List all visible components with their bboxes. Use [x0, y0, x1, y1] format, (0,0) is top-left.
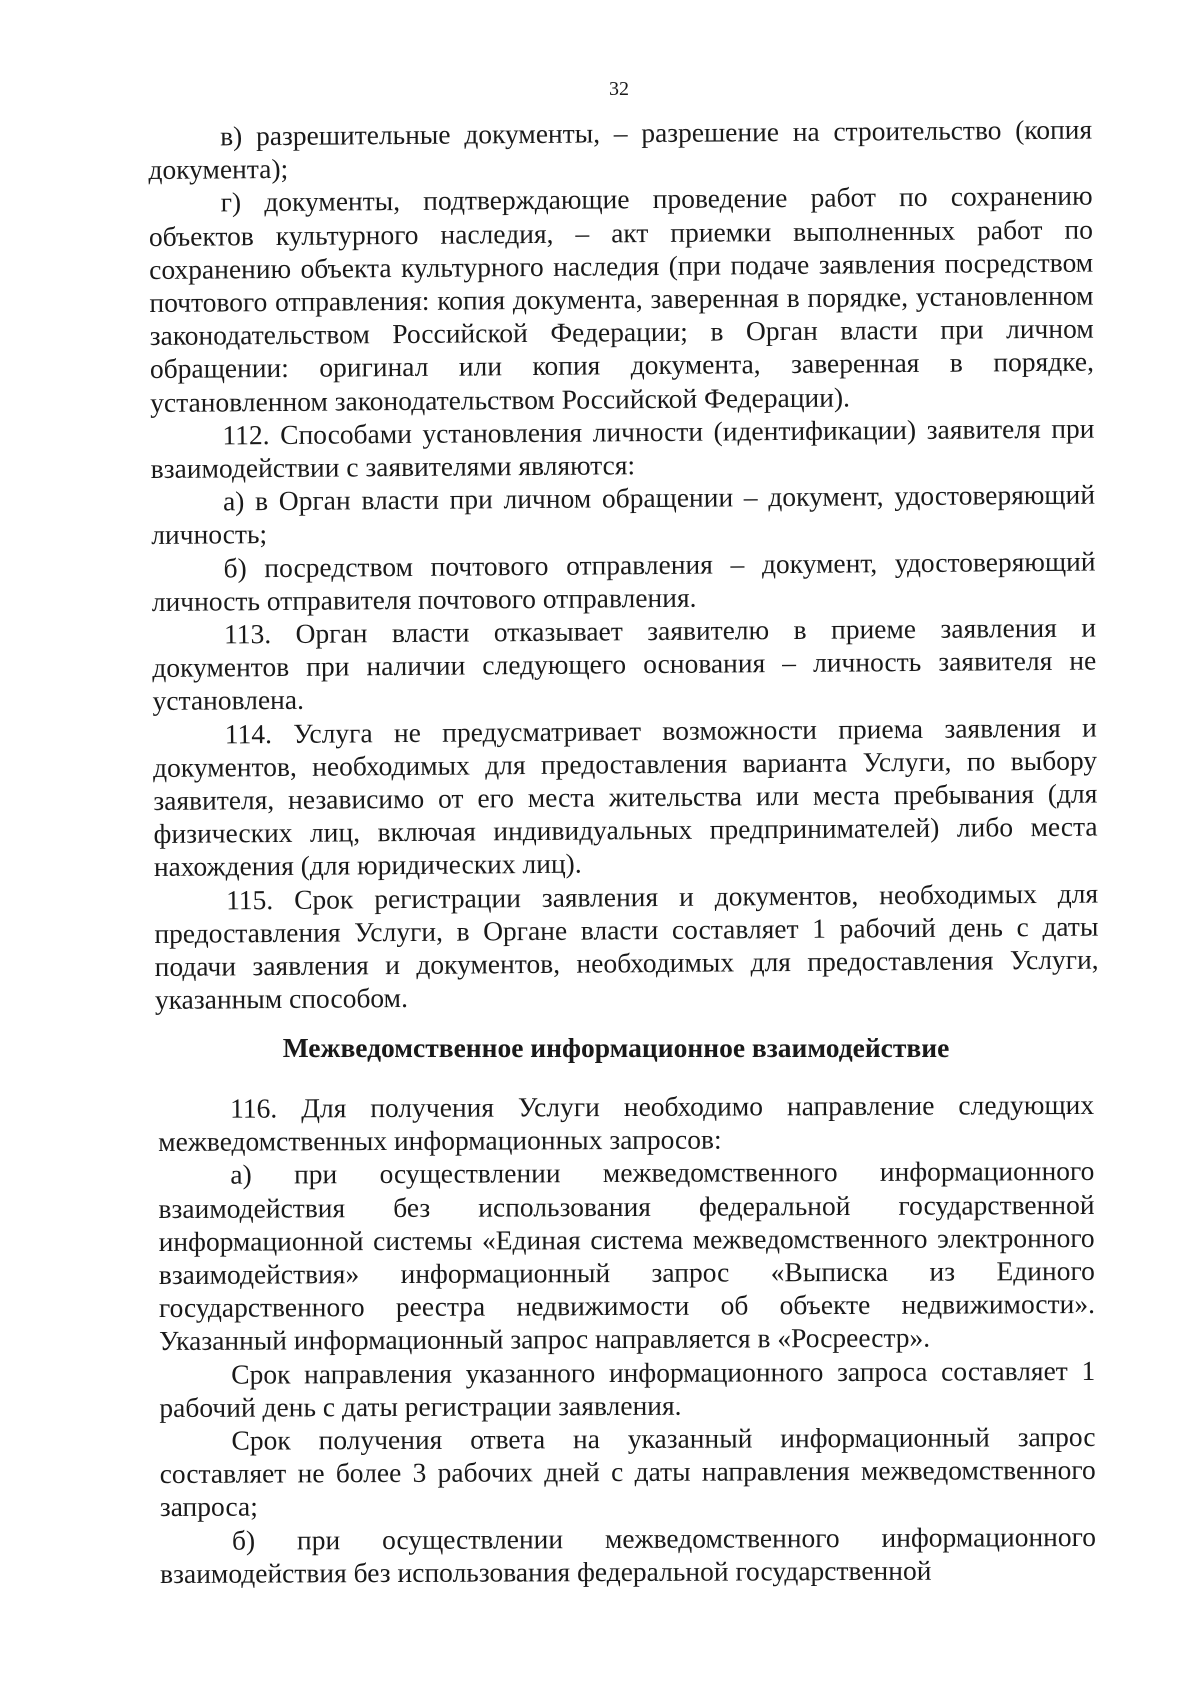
- section-heading: Межведомственное информационное взаимодействие: [282, 1032, 950, 1063]
- paragraph-116-b: б) при осуществлении межведомственного информационного взаимодействия без использования федеральной государственной: [160, 1520, 1097, 1589]
- paragraph-113: 113. Орган власти отказывает заявителю в приеме заявления и документов при наличии следующего основания – личность заявителя не установлена.: [152, 611, 1097, 717]
- text-block-bottom: [158, 1088, 1096, 1590]
- paragraph-116-a: а) при осуществлении межведомственного информационного взаимодействия без использования федеральной государственной информационной системы «Единая система межведомственного электронного взаимодействия» информационный запрос «Выписка из Единого государственного реестра недвижимости об объекте недвижимости». Указанный информационный запрос направляется в «Росреестр».: [158, 1155, 1096, 1357]
- page-number: 32: [609, 78, 629, 100]
- paragraph-112-a: а) в Орган власти при личном обращении – документ, удостоверяющий личность;: [151, 478, 1096, 551]
- paragraph-115: 115. Срок регистрации заявления и документов, необходимых для предоставления Услуги, в Органе власти составляет 1 рабочий день с даты подачи заявления и документов, необходимых для предоставления Услуги, указанным способом.: [154, 877, 1099, 1016]
- paragraph-v-permits: в) разрешительные документы, – разрешение на строительство (копия документа);: [148, 113, 1093, 186]
- paragraph-116: 116. Для получения Услуги необходимо направление следующих межведомственных информационных запросов:: [158, 1088, 1095, 1158]
- paragraph-request-term: Срок направления указанного информационного запроса составляет 1 рабочий день с даты регистрации заявления.: [159, 1354, 1096, 1423]
- paragraph-response-term: Срок получения ответа на указанный информационный запрос составляет не более 3 рабочих дней с даты направления межведомственного запроса;: [159, 1420, 1096, 1523]
- paragraph-g-heritage: г) документы, подтверждающие проведение работ по сохранению объектов культурного наследия, – акт приемки выполненных работ по сохранению объекта культурного наследия (при подаче заявления посредством почтового отправления: копия документа, заверенная в порядке, установленном законодательством Российской Федерации; в Орган власти при личном обращении: оригинал или копия документа, заверенная в порядке, установленном законодательством Российской Федерации).: [148, 179, 1095, 418]
- paragraph-114: 114. Услуга не предусматривает возможности приема заявления и документов, необходимых для предоставления варианта Услуги, по выбору заявителя, независимо от его места жительства или места пребывания (для физических лиц, включая индивидуальных предпринимателей) либо места нахождения (для юридических лиц).: [152, 711, 1098, 883]
- text-block-top: [148, 113, 1099, 1017]
- paragraph-112: 112. Способами установления личности (идентификации) заявителя при взаимодействии с заявителями являются:: [150, 412, 1095, 485]
- paragraph-112-b: б) посредством почтового отправления – документ, удостоверяющий личность отправителя почтового отправления.: [151, 545, 1096, 617]
